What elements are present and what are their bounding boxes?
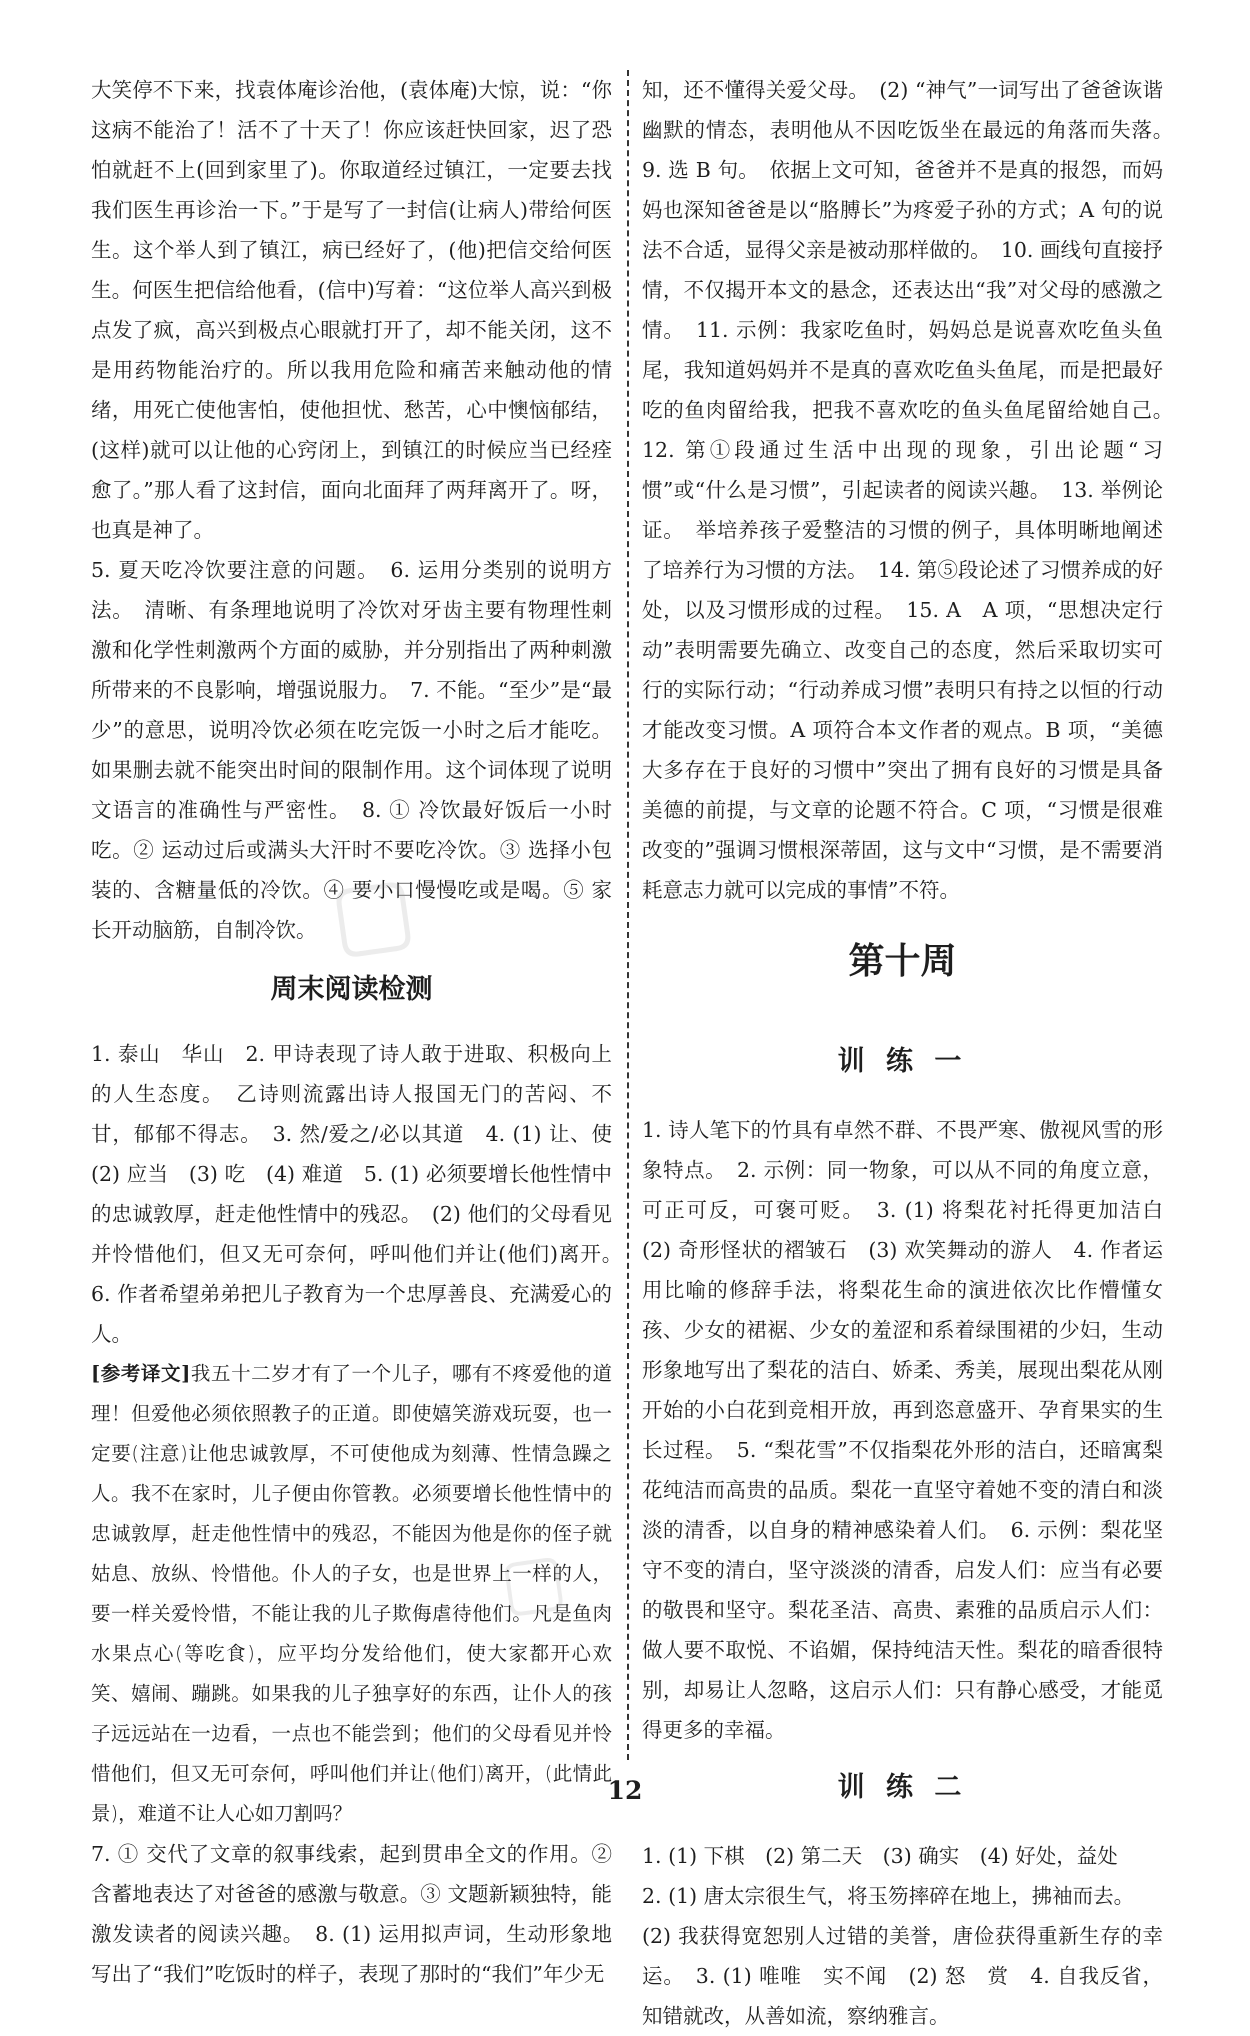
training-1-answers: 1. 诗人笔下的竹具有卓然不群、不畏严寒、傲视风雪的形象特点。 2. 示例：同一物象，可以从不同的角度立意，可正可反，可褒可贬。 3. (1) 将梨花衬托得更加洁白 (2) 奇形怪状的褶皱石 (3) 欢笑舞动的游人 4. 作者运用比喻的修辞手法，将梨花生命的演进依次比作懵懂女孩、少女的裙裾、少女的羞涩和系着绿围裙的少妇，生动形象地写出了梨花的洁白、娇柔、秀美，展现出梨花从刚开始的小白花到竞相开放，再到恣意盛开、孕育果实的生长过程。 5. “梨花雪”不仅指梨花外形的洁白，还暗寓梨花纯洁而高贵的品质。梨花一直坚守着她不变的清白和淡淡的清香，以自身的精神感染着人们。 6. 示例：梨花坚守不变的清白，坚守淡淡的清香，启发人们：应当有必要的敬畏和坚守。梨花圣洁、高贵、素雅的品质启示人们：做人要不取悦、不谄媚，保持纯洁天性。梨花的暗香很特别，却易让人忽略，这启示人们：只有静心感受，才能觅得更多的幸福。 [642, 1118, 1184, 1742]
training-2-line-1: 1. (1) 下棋 (2) 第二天 (3) 确实 (4) 好处，益处 [642, 1844, 1118, 1868]
answer-paragraph-8-15: 知，还不懂得关爱父母。 (2) “神气”一词写出了爸爸诙谐幽默的情态，表明他从不因吃饭坐在最远的角落而失落。 9. 选 B 句。 依据上文可知，爸爸并不是真的报怨，而妈妈也深知爸爸是以“胳膊长”为疼爱子孙的方式；A 句的说法不合适，显得父亲是被动那样做的。 10. 画线句直接抒情，不仅揭开本文的悬念，还表达出“我”对父母的感激之情。 11. 示例：我家吃鱼时，妈妈总是说喜欢吃鱼头鱼尾，我知道妈妈并不是真的喜欢吃鱼头鱼尾，而是把最好吃的鱼肉留给我，把我不喜欢吃的鱼头鱼尾留给她自己。 12. 第①段通过生活中出现的现象，引出论题“习惯”或“什么是习惯”，引起读者的阅读兴趣。 13. 举例论证。 举培养孩子爱整洁的习惯的例子，具体明晰地阐述了培养行为习惯的方法。 14. 第⑤段论述了习惯养成的好处，以及习惯形成的过程。 15. A A 项，“思想决定行动”表明需要先确立、改变自己的态度，然后采取切实可行的实际行动；“行动养成习惯”表明只有持之以恒的行动才能改变习惯。A 项符合本文作者的观点。B 项，“美德大多存在于良好的习惯中”突出了拥有良好的习惯是具备美德的前提，与文章的论题不符合。C 项，“习惯是很难改变的”强调习惯根深蒂固，这与文中“习惯，是不需要消耗意志力就可以完成的事情”不符。 [642, 78, 1184, 902]
right-column [642, 70, 1184, 2036]
training-2-line-2: 2. (1) 唐太宗很生气，将玉笏摔碎在地上，拂袖而去。 [642, 1884, 1135, 1908]
week-heading: 第十周 [848, 941, 957, 982]
training-1-heading: 训 练 一 [837, 1046, 968, 1077]
training-2-heading: 训 练 二 [837, 1772, 968, 1803]
watermark-stamp-2: ▢ [494, 1535, 572, 1627]
page-number: 12 [607, 1776, 643, 1805]
watermark-stamp-1: ▢ [323, 854, 422, 971]
section-heading-weekend: 周末阅读检测 [270, 974, 433, 1005]
answer-paragraph-translation-cont: 大笑停不下来，找袁体庵诊治他，(袁体庵)大惊，说：“你这病不能治了！活不了十天了！你应该赶快回家，迟了恐怕就赶不上(回到家里了)。你取道经过镇江，一定要去找我们医生再诊治一下。”于是写了一封信(让病人)带给何医生。这个举人到了镇江，病已经好了，(他)把信交给何医生。何医生把信给他看，(信中)写着：“这位举人高兴到极点发了疯，高兴到极点心眼就打开了，却不能关闭，这不是用药物能治疗的。所以我用危险和痛苦来触动他的情绪，用死亡使他害怕，使他担忧、愁苦，心中懊恼郁结，(这样)就可以让他的心窍闭上，到镇江的时候应当已经痊愈了。”那人看了这封信，面向北面拜了两拜离开了。呀，也真是神了。 [91, 78, 612, 542]
answer-paragraph-7-8: 7. ① 交代了文章的叙事线索，起到贯串全文的作用。② 含蓄地表达了对爸爸的感激与敬意。③ 文题新颖独特，能激发读者的阅读兴趣。 8. (1) 运用拟声词，生动形象地写出了“我们”吃饭时的样子，表现了那时的“我们”年少无 [91, 1842, 612, 1986]
translation-text: 我五十二岁才有了一个儿子，哪有不疼爱他的道理！但爱他必须依照教子的正道。即使嬉笑游戏玩耍，也一定要(注意)让他忠诚敦厚，不可使他成为刻薄、性情急躁之人。我不在家时，儿子便由你管教。必须要增长他性情中的忠诚敦厚，赶走他性情中的残忍，不能因为他是你的侄子就姑息、放纵、怜惜他。仆人的子女，也是世界上一样的人，要一样关爱怜惜，不能让我的儿子欺侮虐待他们。凡是鱼肉水果点心(等吃食)，应平均分发给他们，使大家都开心欢笑、嬉闹、蹦跳。如果我的儿子独享好的东西，让仆人的孩子远远站在一边看，一点也不能尝到；他们的父母看见并怜惜他们，但又无可奈何，呼叫他们并让(他们)离开，(此情此景)，难道不让人心如刀割吗？ [91, 1362, 612, 1825]
answer-paragraph-5-8: 5. 夏天吃冷饮要注意的问题。 6. 运用分类别的说明方法。 清晰、有条理地说明了冷饮对牙齿主要有物理性刺激和化学性刺激两个方面的威胁，并分别指出了两种刺激所带来的不良影响，增强说服力。 7. 不能。“至少”是“最少”的意思，说明冷饮必须在吃完饭一小时之后才能吃。如果删去就不能突出时间的限制作用。这个词体现了说明文语言的准确性与严密性。 8. ① 冷饮最好饭后一小时吃。② 运动过后或满头大汗时不要吃冷饮。③ 选择小包装的、含糖量低的冷饮。④ 要小口慢慢吃或是喝。⑤ 家长开动脑筋，自制冷饮。 [91, 558, 612, 942]
reference-translation [91, 1354, 612, 1834]
translation-label: [参考译文] [91, 1362, 191, 1385]
column-divider [627, 70, 629, 1760]
training-2-line-3: (2) 我获得宽恕别人过错的美誉，唐俭获得重新生存的幸运。 3. (1) 唯唯 实不闻 (2) 怒 赏 4. 自我反省，知错就改，从善如流，察纳雅言。 [642, 1924, 1163, 2028]
answer-paragraph-weekend: 1. 泰山 华山 2. 甲诗表现了诗人敢于进取、积极向上的人生态度。 乙诗则流露出诗人报国无门的苦闷、不甘，郁郁不得志。 3. 然/爱之/必以其道 4. (1) 让、使 (2) 应当 (3) 吃 (4) 难道 5. (1) 必须要增长他性情中的忠诚敦厚，赶走他性情中的残忍。 (2) 他们的父母看见并怜惜他们，但又无可奈何，呼叫他们并让(他们)离开。 6. 作者希望弟弟把儿子教育为一个忠厚善良、充满爱心的人。 [91, 1042, 633, 1346]
